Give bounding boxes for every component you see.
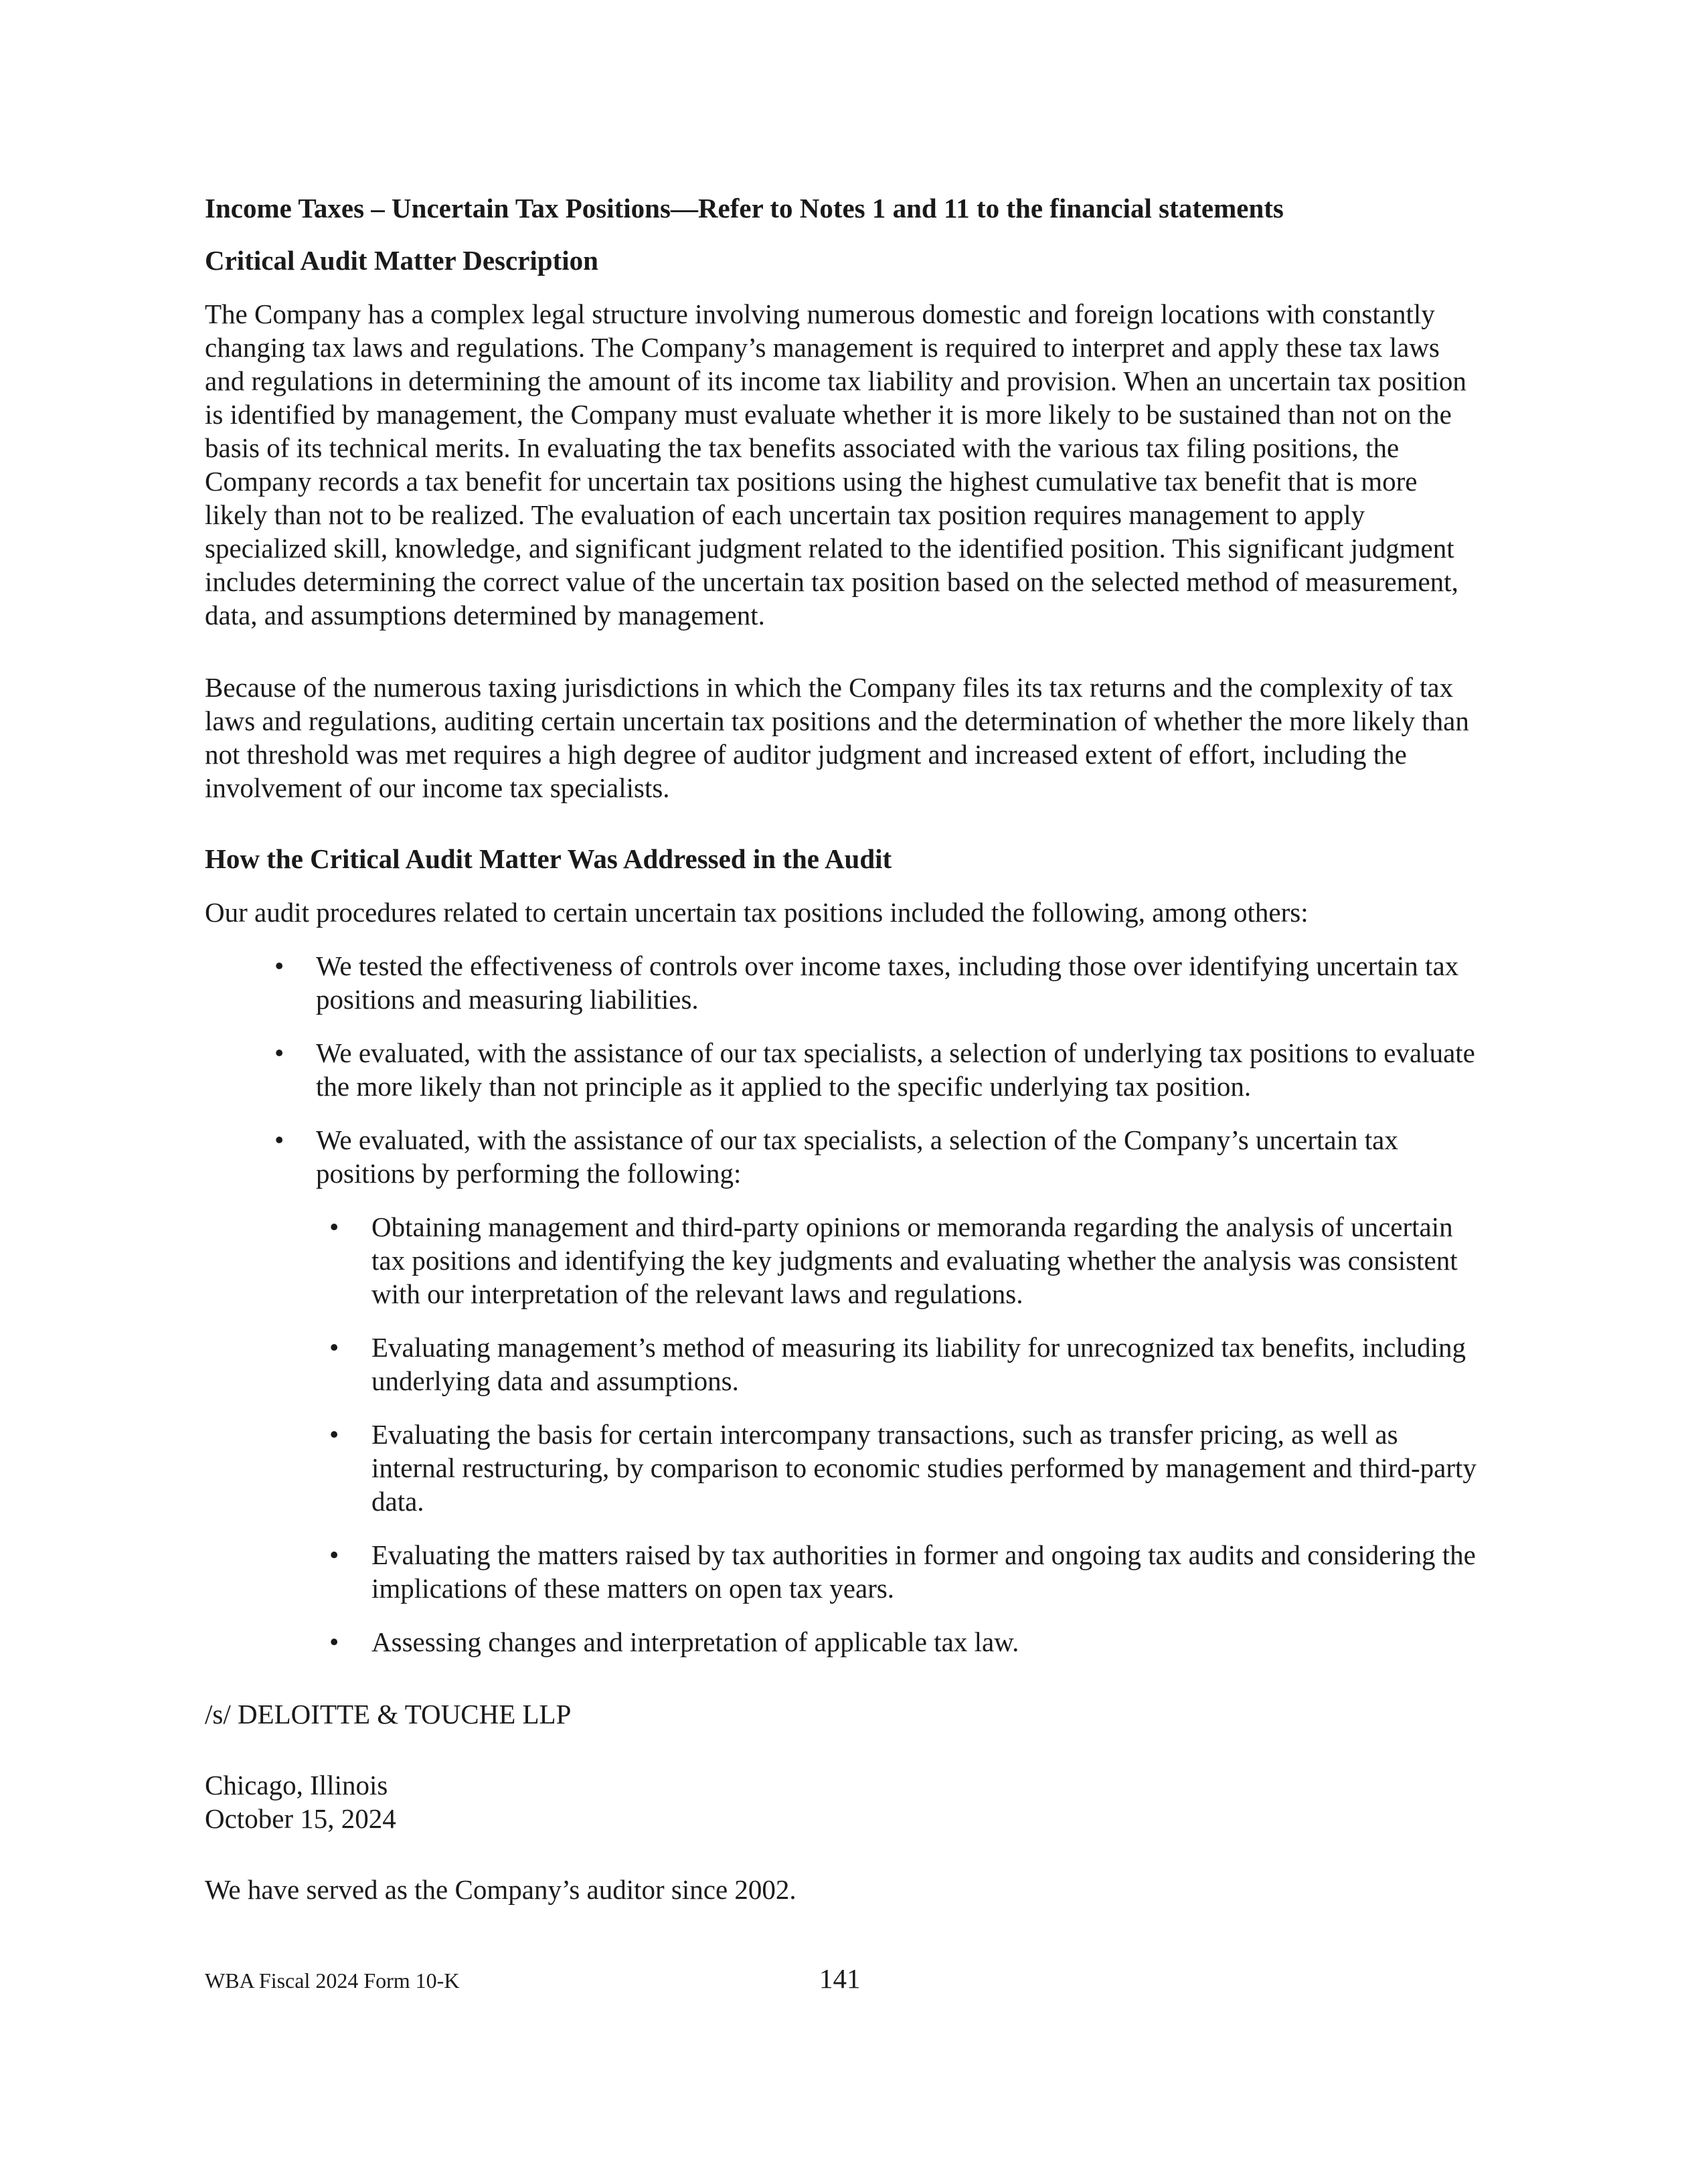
footer-form-label: WBA Fiscal 2024 Form 10-K <box>205 1968 460 1993</box>
bullet-icon: • <box>329 1211 339 1242</box>
page-footer <box>205 1962 1477 1995</box>
bullet-icon: • <box>329 1539 339 1570</box>
bullet-icon: • <box>329 1332 339 1363</box>
procedures-list <box>205 949 1477 1659</box>
signing-date: October 15, 2024 <box>205 1803 396 1834</box>
sub-procedure-text: Obtaining management and third-party opinions or memoranda regarding the analysis of uncertain tax positions and identifying the key judgments and evaluating whether the analysis was consistent with our interpretation of the relevant laws and regulations. <box>371 1211 1458 1309</box>
cam-description-heading: Critical Audit Matter Description <box>205 245 598 276</box>
procedure-text: We evaluated, with the assistance of our tax specialists, a selection of the Company’s uncertain tax positions by performing the following: <box>316 1124 1398 1189</box>
cam-description-paragraph: The Company has a complex legal structure involving numerous domestic and foreign locations with constantly changing tax laws and regulations. The Company’s management is required to interpret and apply these tax laws and regulations in determining the amount of its income tax liability and provision. When an uncertain tax position is identified by management, the Company must evaluate whether it is more likely to be sustained than not on the basis of its technical merits. In evaluating the tax benefits associated with the various tax filing positions, the Company records a tax benefit for uncertain tax positions using the highest cumulative tax benefit that is more likely than not to be realized. The evaluation of each uncertain tax position requires management to apply specialized skill, knowledge, and significant judgment related to the identified position. This significant judgment includes determining the correct value of the uncertain tax position based on the selected method of measurement, data, and assumptions determined by management. <box>205 299 1466 631</box>
auditor-signature: /s/ DELOITTE & TOUCHE LLP <box>205 1699 572 1730</box>
procedure-text: We evaluated, with the assistance of our tax specialists, a selection of underlying tax positions to evaluate the more likely than not principle as it applied to the specific underlying tax position. <box>316 1037 1475 1102</box>
bullet-icon: • <box>274 950 284 981</box>
section-heading: Income Taxes – Uncertain Tax Positions—Refer to Notes 1 and 11 to the financial statements <box>205 193 1284 224</box>
bullet-icon: • <box>274 1037 284 1068</box>
procedures-intro: Our audit procedures related to certain uncertain tax positions included the following, among others: <box>205 897 1309 928</box>
cam-judgment-paragraph: Because of the numerous taxing jurisdictions in which the Company files its tax returns and the complexity of tax laws and regulations, auditing certain uncertain tax positions and the determination of whether the more likely than not threshold was met requires a high degree of auditor judgment and increased extent of effort, including the involvement of our income tax specialists. <box>205 672 1469 803</box>
document-page <box>205 191 1477 1906</box>
sub-procedure-item <box>316 1625 1477 1659</box>
sub-procedure-text: Assessing changes and interpretation of applicable tax law. <box>371 1626 1019 1657</box>
sub-procedure-item <box>316 1331 1477 1398</box>
sub-procedure-item <box>316 1538 1477 1605</box>
sub-procedure-text: Evaluating the basis for certain intercompany transactions, such as transfer pricing, as well as internal restructuring, by comparison to economic studies performed by management and third-party data. <box>371 1419 1477 1517</box>
page-number: 141 <box>819 1963 861 1994</box>
sub-procedures-list <box>316 1210 1477 1659</box>
signing-location: Chicago, Illinois <box>205 1770 388 1800</box>
procedure-text: We tested the effectiveness of controls over income taxes, including those over identifying uncertain tax positions and measuring liabilities. <box>316 950 1459 1015</box>
procedure-item <box>205 1123 1477 1659</box>
cam-addressed-heading: How the Critical Audit Matter Was Addressed in the Audit <box>205 843 892 874</box>
sub-procedure-text: Evaluating management’s method of measuring its liability for unrecognized tax benefits, including underlying data and assumptions. <box>371 1332 1466 1396</box>
sub-procedure-item <box>316 1418 1477 1518</box>
bullet-icon: • <box>329 1626 339 1657</box>
bullet-icon: • <box>329 1419 339 1450</box>
procedure-item <box>205 949 1477 1016</box>
procedure-item <box>205 1036 1477 1103</box>
bullet-icon: • <box>274 1124 284 1155</box>
sub-procedure-item <box>316 1210 1477 1311</box>
sub-procedure-text: Evaluating the matters raised by tax authorities in former and ongoing tax audits and considering the implications of these matters on open tax years. <box>371 1539 1476 1604</box>
auditor-tenure: We have served as the Company’s auditor since 2002. <box>205 1874 796 1905</box>
